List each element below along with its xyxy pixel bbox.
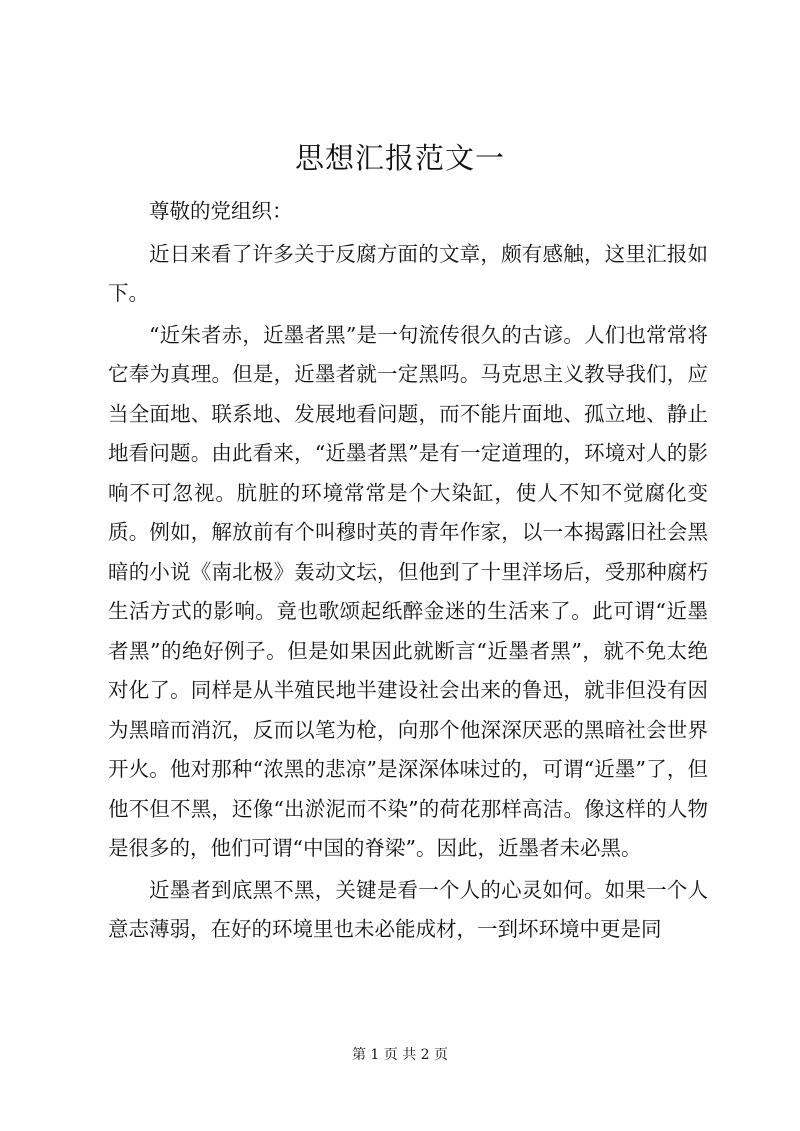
paragraph-1: 近日来看了许多关于反腐方面的文章，颇有感触，这里汇报如下。 (108, 241, 708, 305)
paragraph-3: 近墨者到底黑不黑，关键是看一个人的心灵如何。如果一个人意志薄弱，在好的环境里也未必能成材，一到坏环境中更是同 (108, 877, 708, 941)
document-body (108, 192, 708, 952)
paragraph-2: “近朱者赤，近墨者黑”是一句流传很久的古谚。人们也常常将它奉为真理。但是，近墨者就一定黑吗。马克思主义教导我们，应当全面地、联系地、发展地看问题，而不能片面地、孤立地、静止地看问题。由此看来，“近墨者黑”是有一定道理的，环境对人的影响不可忽视。肮脏的环境常常是个大染缸，使人不知不觉腐化变质。例如，解放前有个叫穆时英的青年作家，以一本揭露旧社会黑暗的小说《南北极》轰动文坛，但他到了十里洋场后，受那种腐朽生活方式的影响。竟也歌颂起纸醉金迷的生活来了。此可谓“近墨者黑”的绝好例子。但是如果因此就断言“近墨者黑”，就不免太绝对化了。同样是从半殖民地半建设社会出来的鲁迅，就非但没有因为黑暗而消沉，反而以笔为枪，向那个他深深厌恶的黑暗社会世界开火。他对那种“浓黑的悲凉”是深深体味过的，可谓“近墨”了，但他不但不黑，还像“出淤泥而不染”的荷花那样高洁。像这样的人物是很多的，他们可谓“中国的脊梁”。因此，近墨者未必黑。 (108, 322, 708, 860)
page-footer: 第 1 页 共 2 页 (351, 1047, 449, 1063)
document-title: 思想汇报范文一 (294, 141, 505, 175)
salutation: 尊敬的党组织： (149, 199, 293, 223)
